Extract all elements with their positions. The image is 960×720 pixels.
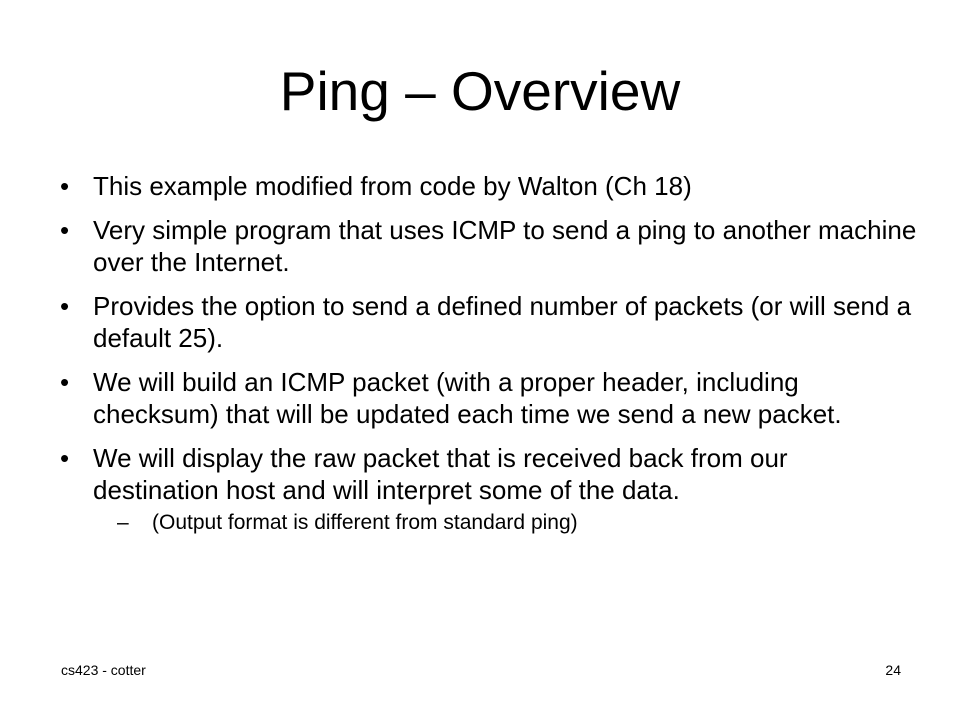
bullet-item <box>60 442 920 536</box>
bullet-text: This example modified from code by Walton (Ch 18) <box>93 171 692 201</box>
sub-bullet-marker: – <box>117 511 129 534</box>
bullet-text: We will display the raw packet that is received back from our destination host and will interpret some of the data. <box>93 443 788 505</box>
sub-bullet-item <box>93 510 920 536</box>
bullet-item <box>60 366 920 430</box>
bullet-item <box>60 290 920 354</box>
bullet-item <box>60 214 920 278</box>
bullet-text: We will build an ICMP packet (with a proper header, including checksum) that will be updated each time we send a new packet. <box>93 367 842 429</box>
bullet-marker: • <box>60 215 70 245</box>
slide-page-number: 24 <box>885 662 901 678</box>
sub-bullet-text: (Output format is different from standard ping) <box>152 511 578 534</box>
bullet-text: Provides the option to send a defined number of packets (or will send a default 25). <box>93 291 912 353</box>
bullet-item <box>60 170 920 202</box>
bullet-marker: • <box>60 171 70 201</box>
bullet-text: Very simple program that uses ICMP to send a ping to another machine over the Internet. <box>93 215 917 277</box>
footer-course-author: cs423 - cotter <box>61 662 146 678</box>
slide-title: Ping – Overview <box>279 60 681 122</box>
bullet-marker: • <box>60 291 70 321</box>
bullet-list <box>60 170 920 548</box>
bullet-marker: • <box>60 443 70 473</box>
bullet-marker: • <box>60 367 70 397</box>
